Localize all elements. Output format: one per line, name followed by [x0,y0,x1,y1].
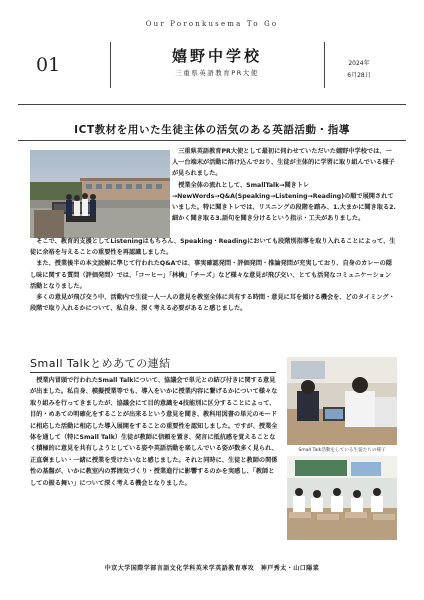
issue-date: 6月28日 [347,72,371,79]
issue-number: 01 [36,54,61,76]
article-intro [172,146,396,224]
small-talk-photo [287,357,397,445]
article-body [30,236,396,314]
masthead-subtitle: 三重県英語教育PR大使 [175,69,259,77]
footer-credit: 中京大学国際学部言語文化学科英米学英語教育専攻 神戸秀太・山口陽菜 [104,565,320,572]
article-headline: ICT教材を用いた生徒主体の活気のある英語活動・指導 [74,124,350,136]
paragraph: 三重県英語教育PR大使として最初に伺わせていただいた嬉野中学校では、一人一台端末が活動に溶け込んでおり、生徒が主体的に学習に取り組んでいる様子が見られました。 [172,148,395,178]
paragraph: 授業内冒頭で行われたSmall Talkについて、協議会で単元との結び付きに関する意見が出ました。私自身、模擬授業等でも、導入をいかに授業内容に繋げるかについて様々な取り組みを行ってきましたが、協議会にて目的意識を4技能別に区分することによって、目的・めあての明確化をすることが出来るという意見を聞き、教科用図書の単元のモードに相応した活動に相応した導入展開をすることの重要性を認知しました。ですが、授業全体を通して（特にSmall Talk）生徒が教師に信頼を置き、発言に抵抗感を覚えることなく積極的に意見を共有しようとしている姿や英語活動を楽しんでいる姿が数多く見られ、正直褒ましい・一緒に授業を受けたいなと感じました。それと同時に、生徒と教師の関係性の基盤が、いかに教室内の雰囲気づくり・授業進行に影響するのかを実感し、「教師としての振る舞い」について深く考える機会となりました。 [30,377,278,487]
classroom-photo [287,456,397,540]
photo-caption: Small Talk活動をしている生徒たちの様子 [298,448,386,453]
school-name: 嬉野中学校 [171,47,262,65]
section-underline [30,372,276,373]
paragraph: また、授業後半の本文読解に準じて行われたQ&Aでは、事実確認発問・評価発問・推論発問が充実しており、自身のカレーの隠し味に関する質問（評価発問）では、「コーヒー」「林檎」「チーズ」など様々な意見が飛び交い、とても活発なコミュニケーション活動となりました。 [30,260,392,290]
school-entrance-photo [30,150,170,238]
series-title: Our Poronkusema To Go [145,20,279,28]
divider [324,42,325,88]
issue-year: 2024年 [348,60,370,67]
paragraph: 多くの意見が飛び交う中、活動内で生徒一人一人の意見を教室全体に共有する時間・意見に耳を傾ける機会を、どのタイミング・段階で取り入れるかについて、私自身、深く考える必要があると感じました。 [30,294,395,313]
masthead [32,40,392,88]
rule-top [18,104,406,105]
paragraph: 授業全体の流れとして、SmallTalk→聞きトレ→NewWords→Q&A(Speaking→Listening→Reading)の順で展開されていました。特に聞きトレでは、リスニングの段階を踏み、1.大まかに聞き取る2.細かく聞き取る3.語句を聞き分けるという指示・工夫がありました。 [172,181,396,223]
section-title: Small Talkとめあての連結 [30,357,171,370]
divider [110,42,111,88]
rule-bottom [18,140,406,141]
paragraph: そこで、教育的支援としてListeningはもちろん、Speaking・Readingにおいても段階別指導を取り入れることによって、生徒に余裕を与えることの重要性を再認識しました。 [30,238,396,257]
section-body [30,375,280,489]
